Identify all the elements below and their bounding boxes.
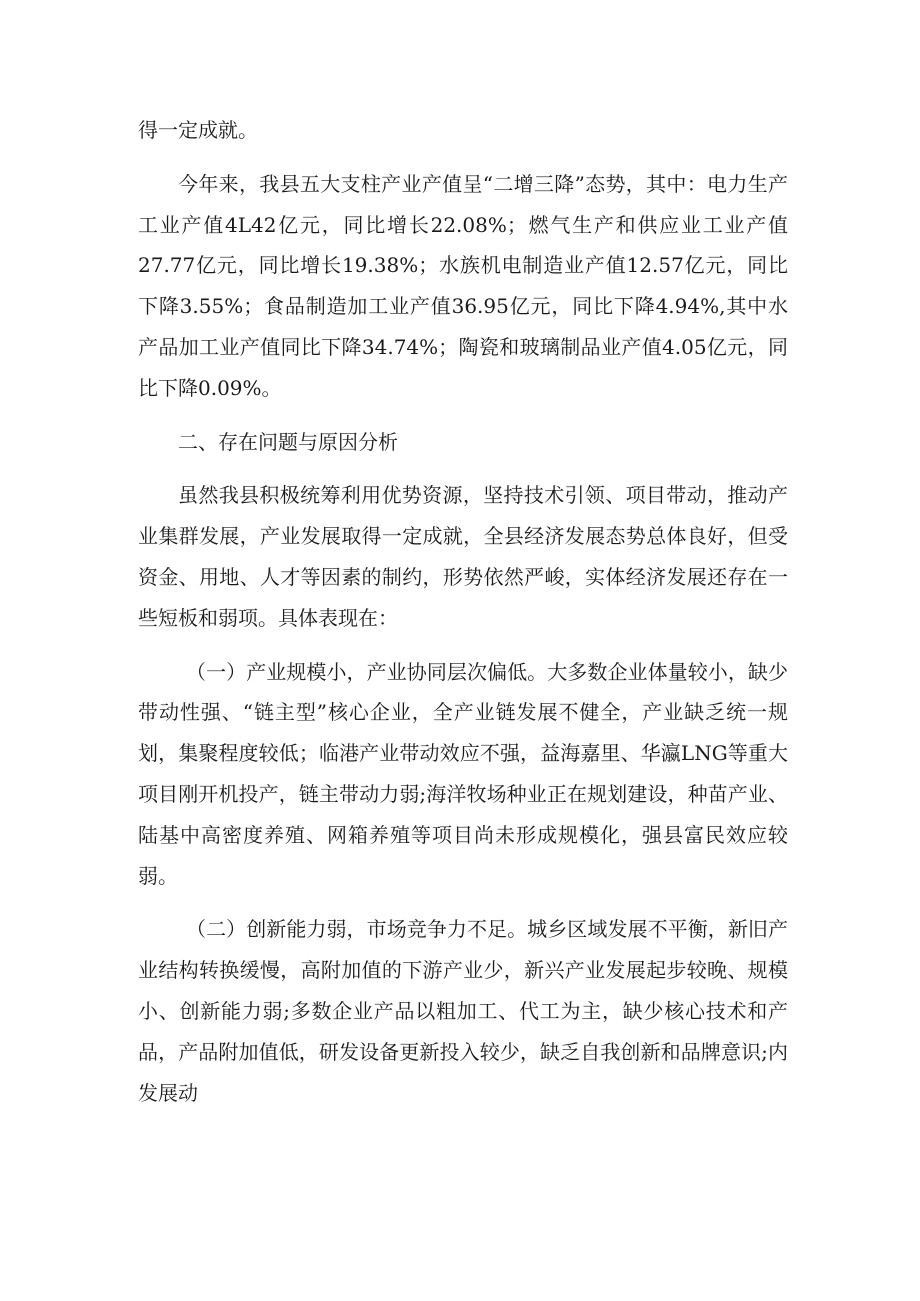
paragraph-point-two: （二）创新能力弱，市场竞争力不足。城乡区域发展不平衡，新旧产业结构转换缓慢，高附加值的下游产业少，新兴产业发展起步较晚、规模小、创新能力弱;多数企业产品以粗加工、代工为主，缺少核心技术和产品，产品附加值低，研发设备更新投入较少，缺乏自我创新和品牌意识;内发展动 <box>138 917 788 1105</box>
paragraph-continuation: 得一定成就。 <box>138 118 258 142</box>
document-body <box>138 110 788 1126</box>
paragraph-point-one: （一）产业规模小，产业协同层次偏低。大多数企业体量较小，缺少带动性强、“链主型”核心企业，全产业链发展不健全，产业缺乏统一规划，集聚程度较低；临港产业带动效应不强，益海嘉里、华瀛LNG等重大项目刚开机投产，链主带动力弱;海洋牧场种业正在规划建设，种苗产业、陆基中高密度养殖、网箱养殖等项目尚未形成规模化，强县富民效应较弱。 <box>138 659 788 888</box>
section-heading: 二、存在问题与原因分析 <box>178 429 398 454</box>
paragraph-problems-intro: 虽然我县积极统筹利用优势资源，坚持技术引领、项目带动，推动产业集群发展，产业发展取得一定成就，全县经济发展态势总体良好，但受资金、用地、人才等因素的制约，形势依然严峻，实体经济发展还存在一些短板和弱项。具体表现在： <box>138 483 788 630</box>
paragraph-industry-output: 今年来，我县五大支柱产业产值呈“二增三降”态势，其中：电力生产工业产值4L42亿元，同比增长22.08%；燃气生产和供应业工业产值27.77亿元，同比增长19.38%；水族机电制造业产值12.57亿元，同比下降3.55%；食品制造加工业产值36.95亿元，同比下降4.94%,其中水产品加工业产值同比下降34.74%；陶瓷和玻璃制品业产值4.05亿元，同比下降0.09%。 <box>138 171 788 400</box>
